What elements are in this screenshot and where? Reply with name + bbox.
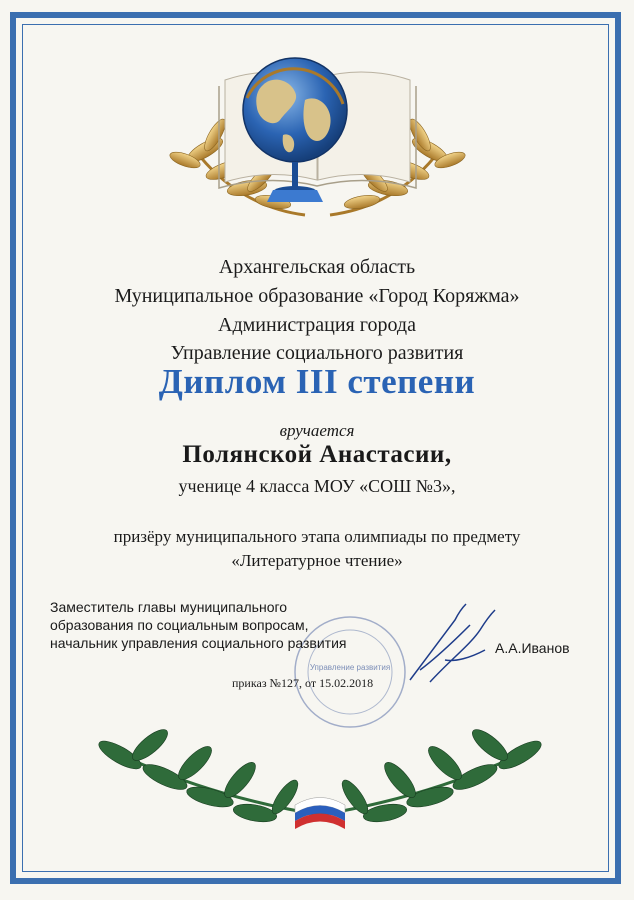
order-reference: приказ №127, от 15.02.2018 — [232, 676, 374, 690]
signer-name: А.А.Иванов — [495, 640, 570, 656]
reason-line-1: призёру муниципального этапа олимпиады по предмету — [113, 527, 521, 546]
header-department: Управление социального развития — [170, 342, 464, 364]
recipient-name: Полянской Анастасии, — [182, 441, 452, 468]
stamp-text: Управление развития — [309, 663, 391, 672]
signer-line-2: образования по социальным вопросам, — [50, 617, 309, 633]
laurel-wreath-icon — [80, 705, 560, 855]
recipient-description: ученице 4 класса МОУ «СОШ №3», — [178, 476, 456, 496]
diploma-title: Диплом III степени — [158, 362, 476, 401]
signer-line-1: Заместитель главы муниципального — [50, 599, 288, 615]
header-region: Архангельская область — [218, 256, 416, 278]
signer-block — [50, 598, 347, 652]
handwritten-signature-icon — [400, 600, 510, 690]
handed-label: вручается — [279, 421, 355, 440]
signer-line-3: начальник управления социального развития — [50, 635, 347, 651]
globe-book-emblem-icon — [155, 40, 480, 240]
header-administration: Администрация города — [218, 314, 416, 336]
header-municipality: Муниципальное образование «Город Коряжма» — [114, 285, 520, 307]
reason-line-2: «Литературное чтение» — [231, 551, 403, 570]
